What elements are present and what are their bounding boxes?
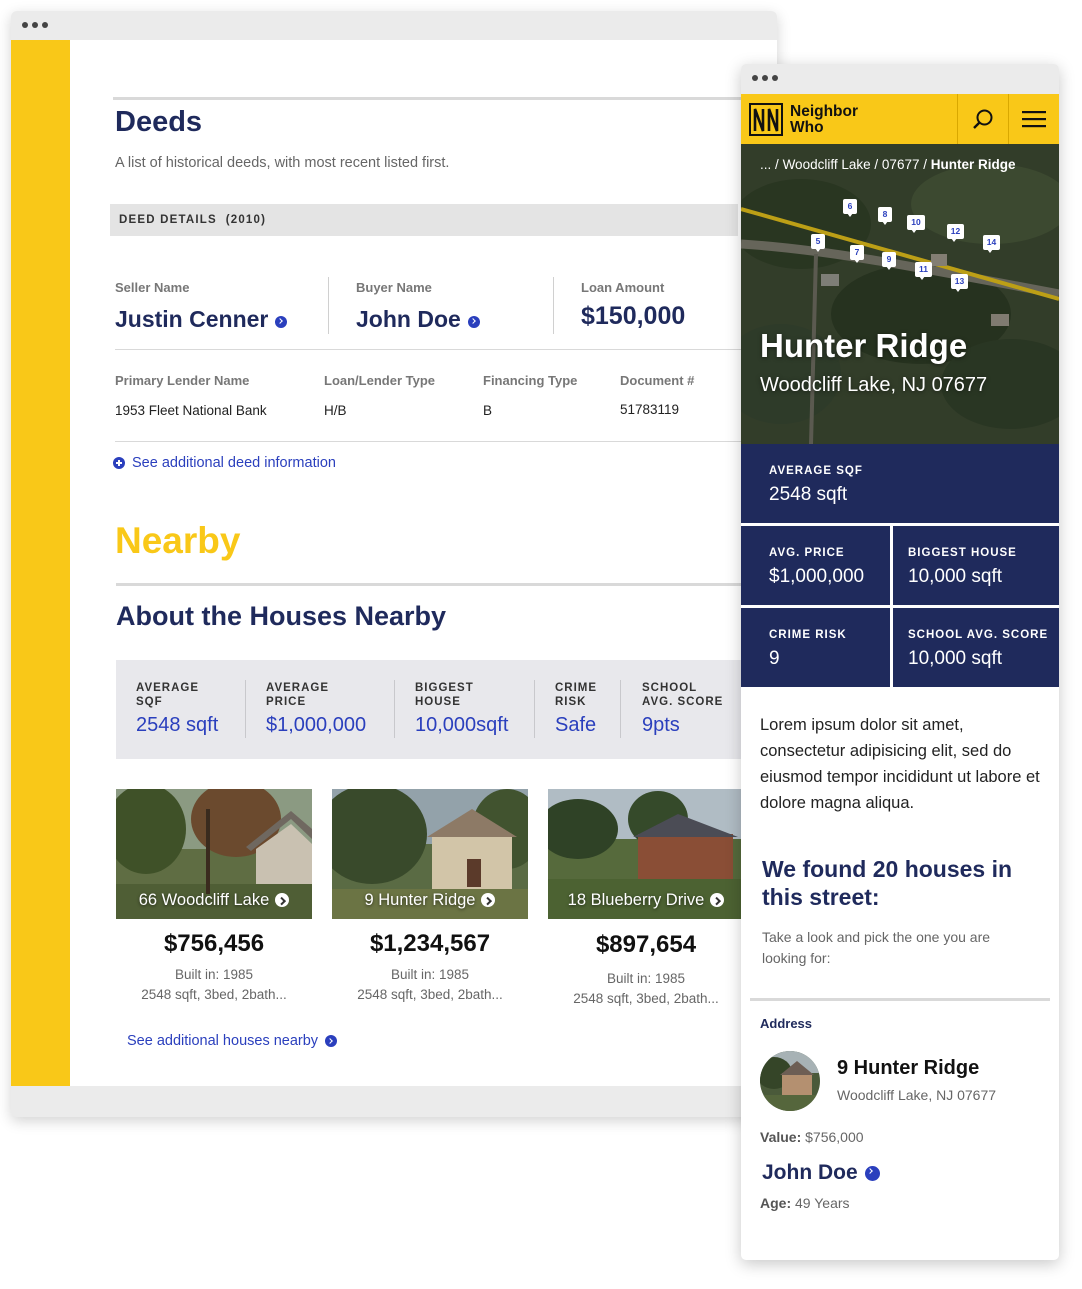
info-chevron-icon — [468, 316, 480, 328]
document-label: Document # — [620, 373, 695, 388]
divider — [750, 998, 1050, 1001]
map-pin[interactable]: 5 — [811, 234, 825, 249]
stat-value: $1,000,000 — [266, 714, 367, 736]
lender-type-value: H/B — [324, 403, 347, 418]
stat-label: SCHOOL AVG. SCORE — [642, 682, 724, 708]
nearby-title: Nearby — [115, 520, 241, 561]
address-label: Address — [760, 1016, 813, 1031]
house-meta: Built in: 1985 2548 sqft, 3bed, 2bath... — [141, 967, 287, 1002]
breadcrumb-current: Hunter Ridge — [930, 157, 1016, 172]
house-avatar[interactable] — [760, 1051, 820, 1111]
stat-tile — [893, 526, 1059, 605]
lender-type-label: Loan/Lender Type — [324, 373, 435, 388]
chevron-right-icon — [275, 893, 289, 907]
breadcrumb: ... / Woodcliff Lake / 07677 / Hunter Ridge — [760, 157, 1016, 172]
map-pin[interactable]: 12 — [947, 224, 964, 239]
street-title: Hunter Ridge — [760, 327, 968, 364]
stat-tile — [741, 526, 890, 605]
street-location: Woodcliff Lake, NJ 07677 — [760, 374, 988, 396]
houses-more-link[interactable] — [127, 1033, 337, 1049]
desktop-window — [11, 11, 777, 1117]
owner-age: Age: 49 Years — [760, 1195, 850, 1211]
deed-more-link-text: See additional deed information — [132, 455, 336, 471]
house-meta: Built in: 1985 2548 sqft, 3bed, 2bath... — [357, 967, 503, 1002]
houses-more-link-text: See additional houses nearby — [127, 1033, 319, 1049]
info-chevron-icon — [865, 1166, 880, 1181]
tile-label: CRIME RISK — [769, 629, 847, 641]
tile-label: SCHOOL AVG. SCORE — [908, 629, 1049, 641]
stat-divider — [620, 680, 621, 738]
search-button[interactable] — [957, 94, 1008, 144]
houses-found-title: We found 20 houses in this street: — [762, 856, 1013, 910]
stat-tile — [741, 444, 1059, 523]
house-meta: Built in: 1985 2548 sqft, 3bed, 2bath... — [573, 971, 719, 1006]
houses-found-subtitle: Take a look and pick the one you are looking for: — [762, 929, 991, 966]
info-chevron-icon — [275, 316, 287, 328]
house-name: 66 Woodcliff Lake — [138, 890, 270, 909]
sidebar-rail — [11, 40, 70, 1086]
tile-label: BIGGEST HOUSE — [908, 547, 1017, 559]
owner-name-link[interactable] — [762, 1161, 880, 1185]
buyer-label: Buyer Name — [356, 280, 432, 295]
nearby-stats — [116, 660, 756, 759]
stat-value: Safe — [555, 714, 597, 736]
search-icon — [972, 108, 994, 130]
house-value: Value: $756,000 — [760, 1129, 864, 1145]
house-card-photo[interactable] — [548, 789, 744, 919]
stat-label: CRIME RISK — [555, 682, 598, 708]
menu-button[interactable] — [1008, 94, 1059, 144]
financing-label: Financing Type — [483, 373, 578, 388]
divider — [115, 441, 745, 442]
house-name: 18 Blueberry Drive — [567, 890, 705, 909]
stat-label: AVERAGE PRICE — [266, 682, 330, 708]
deed-details-header — [110, 204, 738, 236]
address-city: Woodcliff Lake, NJ 07677 — [837, 1087, 997, 1103]
aerial-map — [741, 144, 1059, 444]
house-price: $756,456 — [163, 930, 265, 957]
map-pin[interactable]: 6 — [843, 199, 857, 214]
seller-name: Justin Cenner — [115, 306, 269, 332]
plus-circle-icon — [113, 457, 125, 469]
lender-value: 1953 Fleet National Bank — [115, 403, 267, 418]
stat-value: 10,000sqft — [415, 714, 509, 736]
map-pin[interactable]: 14 — [983, 235, 1000, 250]
window-titlebar — [11, 11, 777, 40]
divider — [115, 349, 745, 350]
tile-value: 2548 sqft — [769, 484, 848, 505]
hamburger-menu-icon — [1022, 110, 1046, 128]
deed-details-label: DEED DETAILS — [119, 214, 217, 226]
street-hero-map — [741, 144, 1059, 444]
window-footer — [11, 1086, 777, 1117]
address-name[interactable]: 9 Hunter Ridge — [837, 1057, 980, 1079]
deeds-subtitle: A list of historical deeds, with most recent listed first. — [115, 155, 450, 171]
lender-label: Primary Lender Name — [115, 373, 250, 388]
financing-value: B — [483, 403, 493, 418]
divider — [113, 97, 777, 100]
map-pin[interactable]: 7 — [850, 245, 864, 260]
chevron-right-icon — [710, 893, 724, 907]
stat-tile — [893, 608, 1059, 687]
loan-amount: $150,000 — [581, 302, 686, 330]
map-pin[interactable]: 11 — [915, 262, 932, 277]
house-name: 9 Hunter Ridge — [364, 890, 476, 909]
tile-label: AVERAGE SQF — [769, 465, 863, 477]
loan-label: Loan Amount — [581, 280, 665, 295]
tile-label: AVG. PRICE — [769, 547, 845, 559]
desktop-content — [70, 40, 777, 1086]
tile-value: 10,000 sqft — [908, 648, 1003, 669]
house-price: $1,234,567 — [369, 930, 491, 957]
street-description: Lorem ipsum dolor sit amet, consectetur adipisicing elit, sed do eiusmod tempor incididunt ut labore et dolore magna aliqua. — [760, 716, 1040, 812]
stat-label: BIGGEST HOUSE — [415, 682, 474, 708]
seller-label: Seller Name — [115, 280, 190, 295]
stat-value: 9pts — [642, 714, 680, 736]
mobile-window — [741, 64, 1059, 1260]
tile-value: 10,000 sqft — [908, 566, 1003, 587]
column-divider — [328, 277, 329, 334]
stat-divider — [245, 680, 246, 738]
info-chevron-icon — [325, 1035, 337, 1047]
document-value: 51783119 — [620, 402, 680, 417]
stat-divider — [394, 680, 395, 738]
window-titlebar — [741, 64, 1059, 94]
house-card-photo[interactable] — [332, 789, 528, 919]
map-pin[interactable]: 13 — [951, 274, 968, 289]
deed-details-year: (2010) — [225, 214, 267, 226]
house-card-photo[interactable] — [116, 789, 312, 919]
buyer-name-link[interactable] — [356, 306, 480, 333]
owner-name: John Doe — [762, 1161, 858, 1184]
about-houses-title: About the Houses Nearby — [116, 601, 447, 631]
stat-divider — [534, 680, 535, 738]
chevron-right-icon — [481, 893, 495, 907]
neighborwho-logo-icon[interactable] — [749, 103, 783, 136]
tile-value: $1,000,000 — [769, 566, 865, 587]
buyer-name: John Doe — [356, 306, 461, 332]
window-dots-icon — [22, 22, 48, 28]
stat-label: AVERAGE SQF — [136, 682, 200, 708]
brand-name: Neighbor Who — [790, 103, 859, 136]
seller-name-link[interactable] — [115, 306, 287, 333]
deed-more-link[interactable] — [113, 455, 336, 471]
map-pin[interactable]: 9 — [882, 252, 896, 267]
breadcrumb-city[interactable]: Woodcliff Lake — [782, 157, 871, 172]
map-pin[interactable]: 8 — [878, 207, 892, 222]
map-pin[interactable]: 10 — [907, 215, 925, 230]
stat-tile — [741, 608, 890, 687]
mobile-nav — [741, 94, 1059, 144]
house-price: $897,654 — [595, 931, 697, 958]
divider — [116, 583, 777, 586]
stat-value: 2548 sqft — [136, 714, 219, 736]
column-divider — [553, 277, 554, 334]
deeds-title: Deeds — [115, 106, 203, 138]
window-dots-icon — [752, 75, 778, 81]
breadcrumb-ellipsis[interactable]: ... — [760, 157, 772, 172]
tile-value: 9 — [769, 648, 780, 669]
breadcrumb-zip[interactable]: 07677 — [881, 157, 920, 172]
